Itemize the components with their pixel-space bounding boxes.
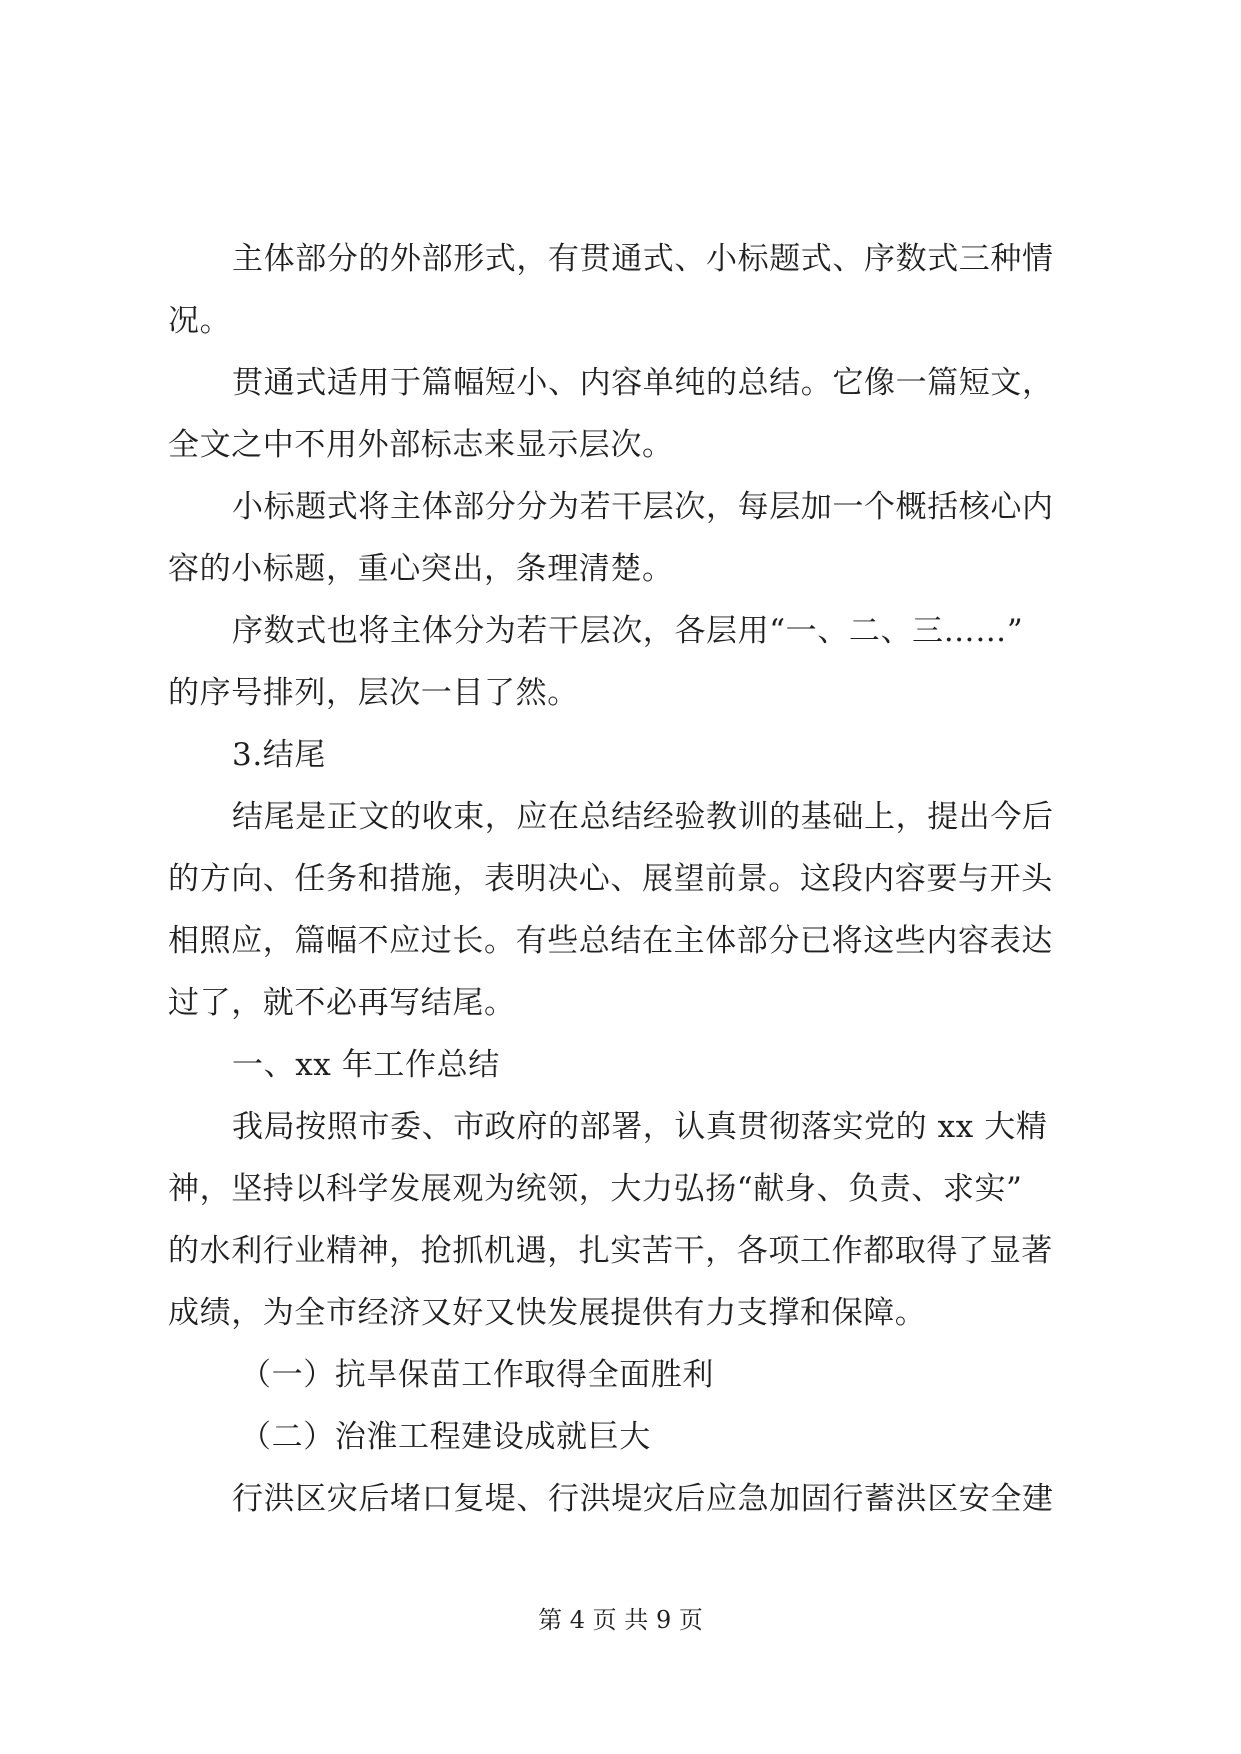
section-heading: 一、xx 年工作总结	[232, 1047, 500, 1083]
section-heading: 3.结尾	[232, 737, 326, 773]
paragraph-line: 神，坚持以科学发展观为统领，大力弘扬“献身、负责、求实”	[168, 1171, 1023, 1207]
subsection-heading: （二）治淮工程建设成就巨大	[240, 1419, 651, 1455]
paragraph-line: 我局按照市委、市政府的部署，认真贯彻落实党的 xx 大精	[232, 1109, 1048, 1145]
paragraph-line: 结尾是正文的收束，应在总结经验教训的基础上，提出今后	[232, 799, 1054, 835]
paragraph-line: 的水利行业精神，抢抓机遇，扎实苦干，各项工作都取得了显著	[168, 1233, 1053, 1269]
paragraph-line: 主体部分的外部形式，有贯通式、小标题式、序数式三种情	[232, 241, 1054, 277]
document-body	[168, 228, 1078, 1530]
paragraph-line: 序数式也将主体分为若干层次，各层用“一、二、三……”	[232, 613, 1024, 649]
paragraph-line: 成绩，为全市经济又好又快发展提供有力支撑和保障。	[168, 1295, 927, 1331]
paragraph-line: 行洪区灾后堵口复堤、行洪堤灾后应急加固行蓄洪区安全建	[232, 1481, 1054, 1517]
paragraph-line: 的方向、任务和措施，表明决心、展望前景。这段内容要与开头	[168, 861, 1053, 897]
paragraph-line: 的序号排列，层次一目了然。	[168, 675, 579, 711]
paragraph-line: 相照应，篇幅不应过长。有些总结在主体部分已将这些内容表达	[168, 923, 1053, 959]
paragraph-line: 容的小标题，重心突出，条理清楚。	[168, 551, 674, 587]
page-number-footer: 第 4 页 共 9 页	[538, 1606, 703, 1634]
paragraph-line: 况。	[168, 303, 232, 339]
paragraph-line: 过了，就不必再写结尾。	[168, 985, 516, 1021]
paragraph-line: 全文之中不用外部标志来显示层次。	[168, 427, 674, 463]
subsection-heading: （一）抗旱保苗工作取得全面胜利	[240, 1357, 714, 1393]
paragraph-line: 贯通式适用于篇幅短小、内容单纯的总结。它像一篇短文，	[232, 365, 1054, 401]
paragraph-line: 小标题式将主体部分分为若干层次，每层加一个概括核心内	[232, 489, 1054, 525]
